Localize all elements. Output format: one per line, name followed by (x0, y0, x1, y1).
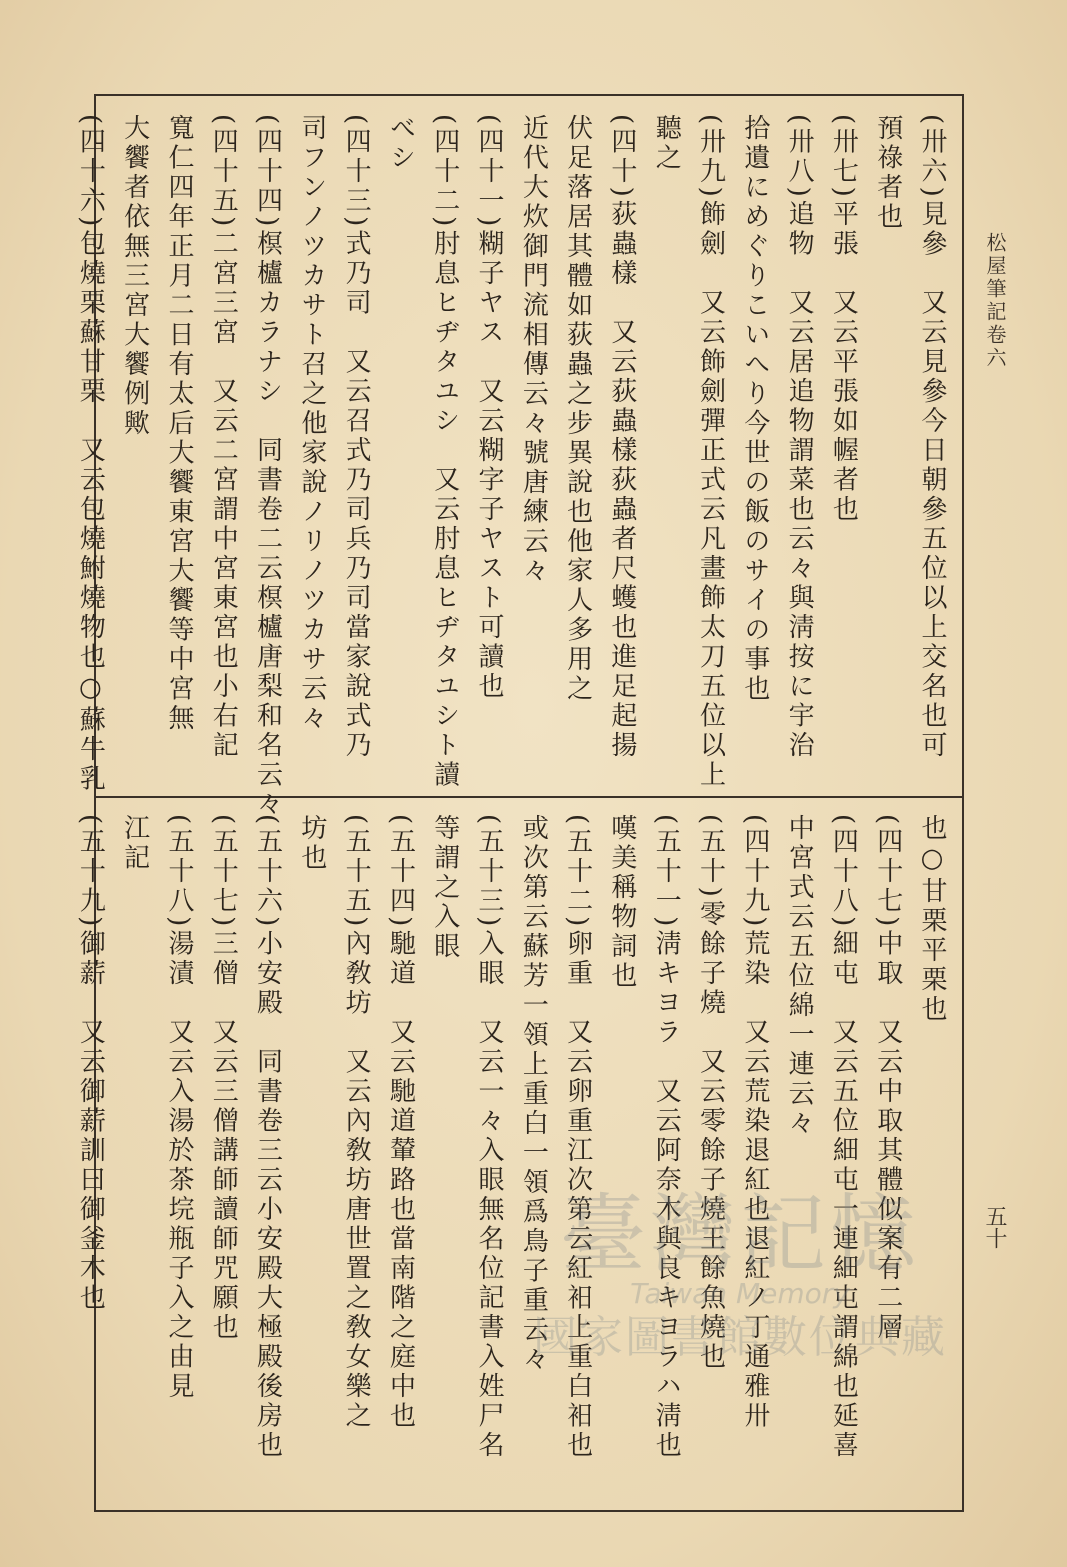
text-column: 寬仁四年正月二日有太后大饗東宮大饗等中宮無 (163, 114, 194, 734)
upper-text-panel (75, 114, 954, 820)
lower-text-panel (75, 814, 954, 1504)
text-column: (四十三)式乃司 又云召式乃司兵乃司當家說式乃 (341, 114, 372, 761)
watermark-latin: Taiwan Memory (630, 1277, 850, 1310)
text-column: (五十九)御薪 又云御薪訓曰御釜木也 (75, 814, 106, 1314)
text-column: 也○甘栗平栗也 (917, 814, 947, 1025)
watermark-subtitle: 國家圖書館數位典藏 (533, 1312, 947, 1363)
text-column: (五十三)入眼 又云一々入眼無名位記書入姓尸名 (474, 814, 505, 1461)
text-column: (卅六)見參 又云見參今日朝參五位以上交名也可 (917, 114, 947, 761)
text-column: 聽之 (651, 114, 682, 173)
text-column: (卅八)追物 又云居追物謂菜也云々與淸按に宇治 (784, 114, 815, 761)
text-column: (五十五)內敎坊 又云內敎坊唐世置之敎女樂之 (341, 814, 372, 1432)
text-column: (卅九)飾劍 又云飾劍彈正式云凡畫飾太刀五位以上 (695, 114, 726, 791)
text-column: (四十八)細屯 又云五位細屯一連細屯謂綿也延喜 (828, 814, 859, 1461)
text-column: (四十二)肘息ヒヂタユシ 又云肘息ヒヂタユシト讀 (429, 114, 460, 791)
page-number: 五十 (982, 1205, 1007, 1249)
text-column: (四十九)荒染 又云荒染退紅也退紅ノ丁通雅卅 (739, 814, 770, 1432)
text-column: べシ (385, 114, 416, 173)
text-column: 坊也 (296, 814, 327, 873)
running-header: 松屋筆記卷六 (983, 232, 1007, 370)
text-column: (四十)荻蟲樣 又云荻蟲樣荻蟲者尺蠖也進足起揚 (606, 114, 637, 761)
text-column: (四十七)中取 又云中取其體似案有二層 (872, 814, 903, 1343)
text-column: 大饗者依無三宮大饗例歟 (119, 114, 150, 439)
panel-divider (94, 796, 964, 798)
text-column: (五十六)小安殿 同書卷三云小安殿大極殿後房也 (252, 814, 283, 1461)
text-column: 江記 (119, 814, 150, 873)
text-column: 近代大炊御門流相傳云々號唐練云々 (518, 114, 549, 586)
text-column: (五十七)三僧 又云三僧講師讀師咒願也 (208, 814, 239, 1343)
text-column: (五十一)淸キヨラ 又云阿奈木與良キヨラハ淸也 (651, 814, 682, 1461)
text-column: 伏足落居其體如荻蟲之步異說也他家人多用之 (562, 114, 593, 704)
text-column: 司フンノツカサト召之他家說ノリノツカサ云々 (296, 114, 327, 734)
text-column: 中宮式云五位綿一連云々 (784, 814, 815, 1139)
text-column: (五十)零餘子燒 又云零餘子燒王餘魚燒也 (695, 814, 726, 1373)
text-column: 拾遺にめぐりこいへり今世の飯のサイの事也 (739, 114, 770, 704)
text-column: (五十二)卵重 又云卵重江次第云紅衵上重白衵也 (562, 814, 593, 1461)
text-column: 等謂之入眼 (429, 814, 460, 962)
text-column: (四十四)榠櫨カラナシ 同書卷二云榠櫨唐梨和名云々 (252, 114, 283, 820)
text-column: 嘆美稱物詞也 (606, 814, 637, 991)
text-column: (四十五)二宮三宮 又云二宮謂中宮東宮也小右記 (208, 114, 239, 761)
watermark-title: 臺灣記憶 (560, 1185, 920, 1285)
text-column: 或次第云蘇芳一領上重白一領爲鳥子重云々 (518, 814, 549, 1375)
text-column: (四十六)包燒栗蘇甘栗 又云包燒鮒燒物也○蘇牛乳 (75, 114, 106, 795)
text-column: (五十八)湯漬 又云入湯於茶垸瓶子入之由見 (163, 814, 194, 1402)
text-column: (四十一)糊子ヤス 又云糊字子ヤスト可讀也 (474, 114, 505, 702)
text-column: (卅七)平張 又云平張如幄者也 (828, 114, 859, 525)
text-column: 預祿者也 (872, 114, 903, 232)
text-column: (五十四)馳道 又云馳道輦路也當南階之庭中也 (385, 814, 416, 1432)
